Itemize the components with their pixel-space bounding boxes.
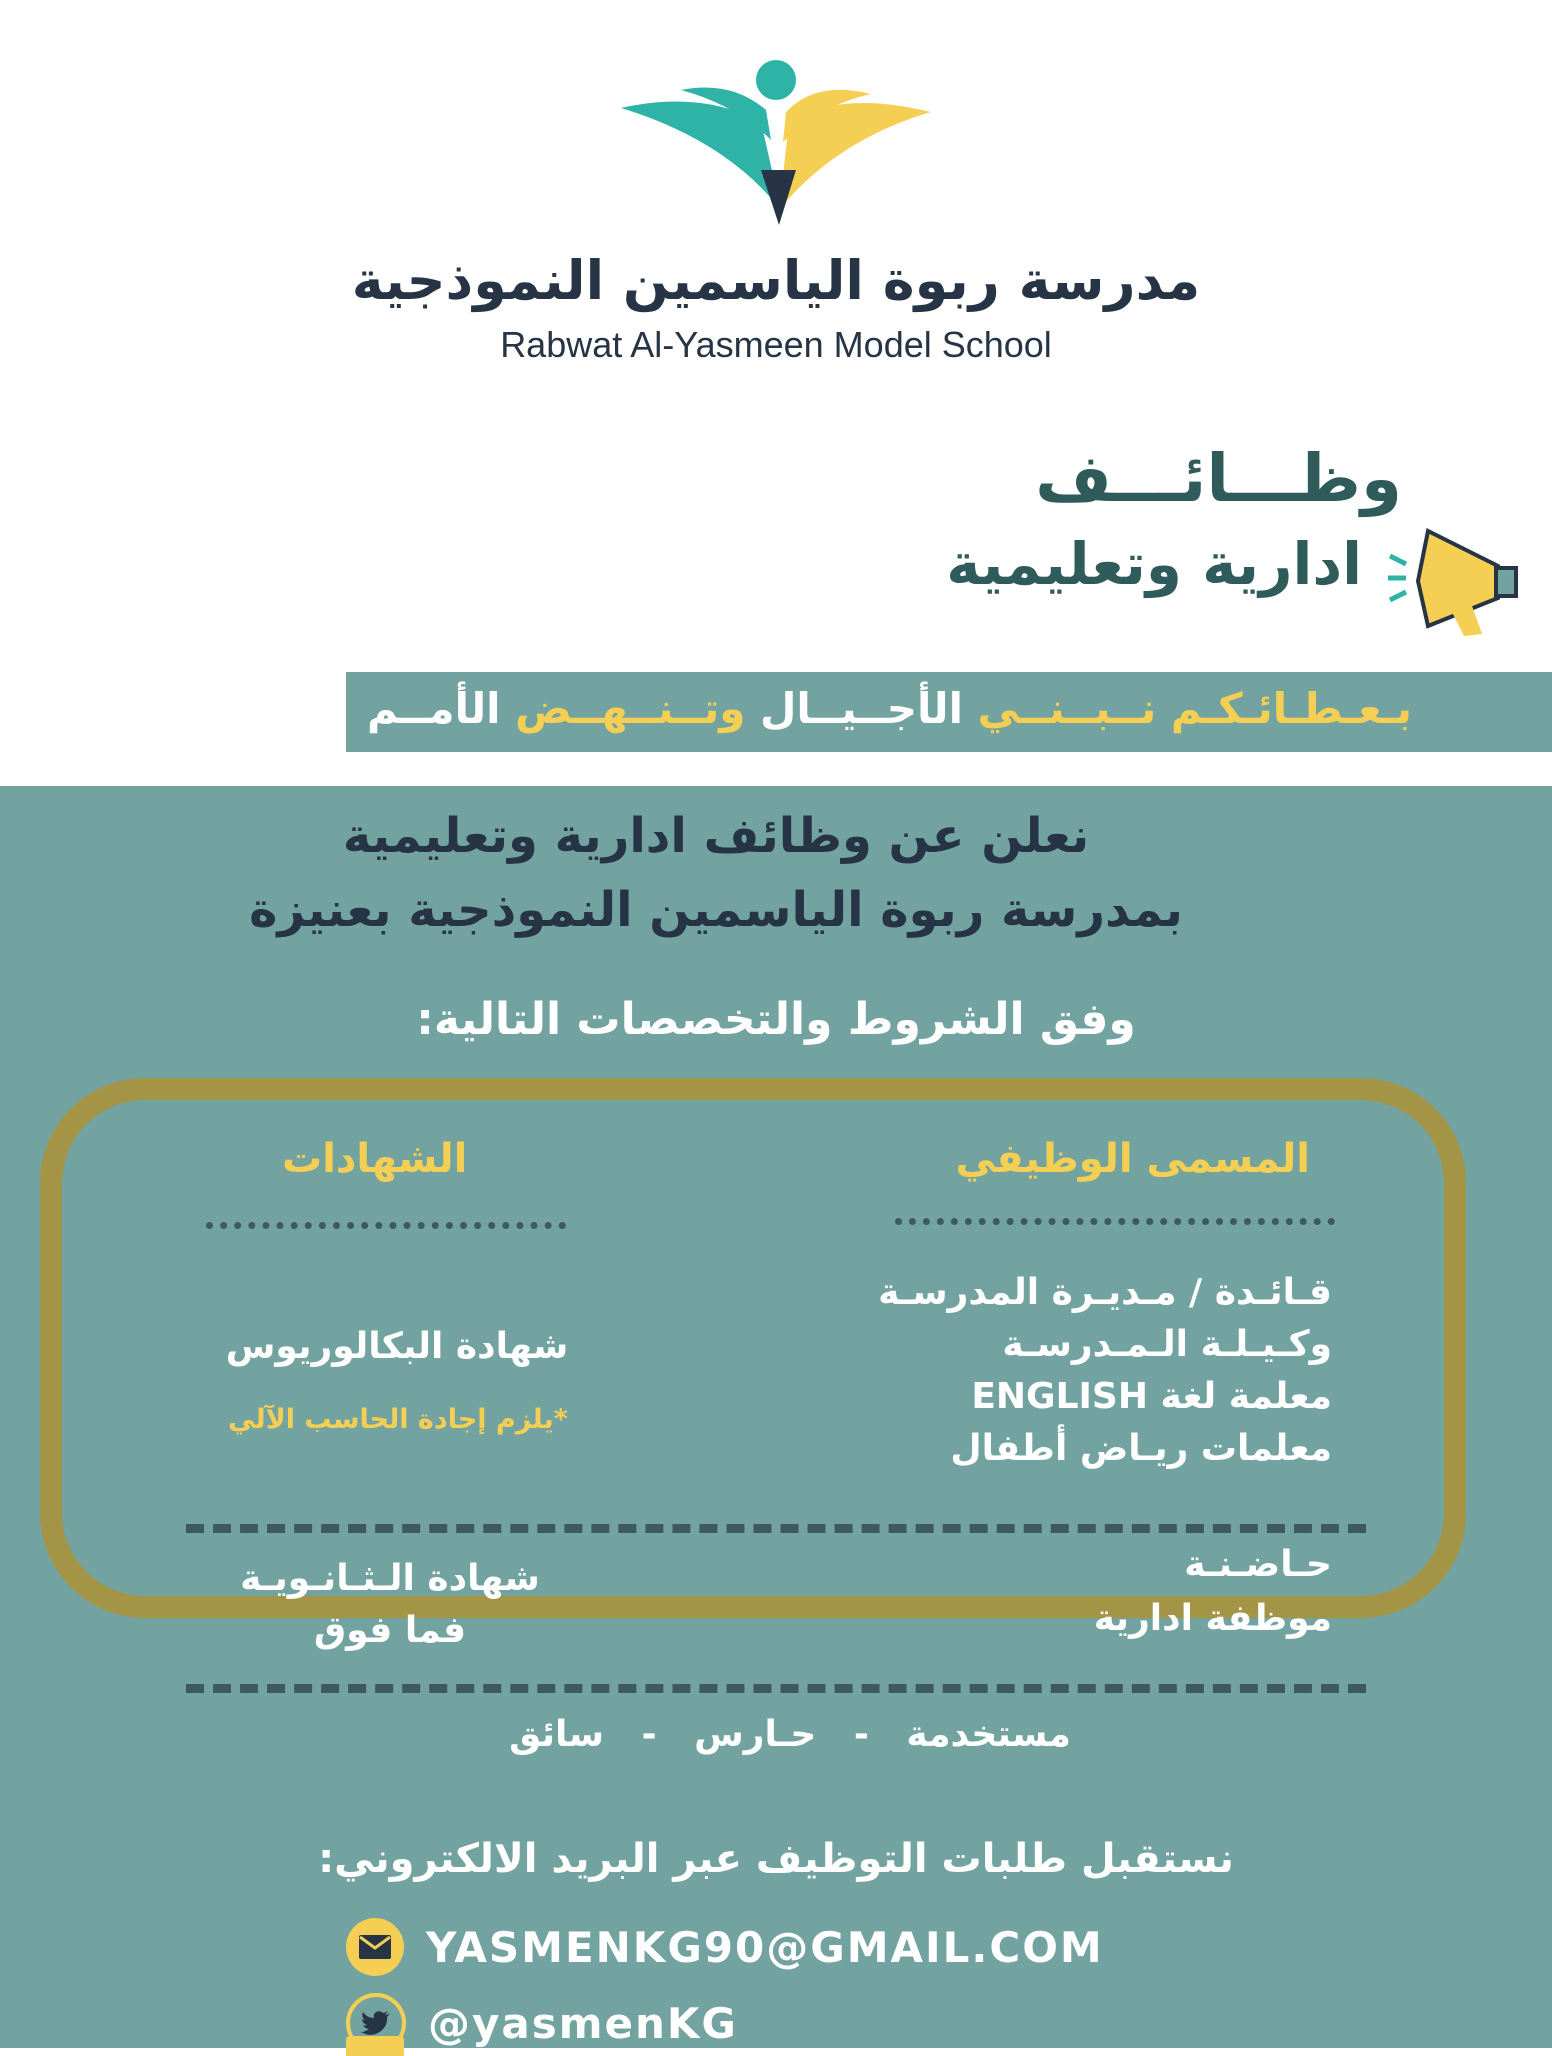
dashed-divider-2 <box>186 1684 1366 1693</box>
slogan-word-3: الأجــيــال <box>759 684 963 733</box>
application-intro: نستقبل طلبات التوظيف عبر البريد الالكتروني: <box>318 1836 1234 1882</box>
school-name-arabic: مدرسة ربوة الياسمين النموذجية <box>351 249 1201 312</box>
conditions-heading: وفق الشروط والتخصصات التالية: <box>416 994 1136 1045</box>
job-item: حـاضـنـة <box>1184 1544 1332 1585</box>
main-panel <box>0 786 1552 2048</box>
slogan-word-2: نــبــنــي <box>977 684 1157 733</box>
cert-secondary-above: فما فوق <box>313 1610 467 1651</box>
computer-skill-note: *يلزم إجادة الحاسب الآلي <box>228 1404 568 1435</box>
email-contact[interactable] <box>346 1916 1104 1978</box>
job-item: معلمات ريـاض أطفال <box>950 1428 1332 1469</box>
job-item: قـائـدة / مـديـرة المدرسـة <box>878 1272 1332 1313</box>
column-header-job-title: المسمى الوظيفي <box>955 1136 1310 1182</box>
service-jobs: مستخدمة - حـارس - سائق <box>509 1714 1071 1755</box>
slogan-band <box>346 672 1552 752</box>
slogan-text <box>367 684 1412 733</box>
twitter-handle[interactable]: @yasmenKG <box>428 1998 738 2048</box>
job-item: معلمة لغة ENGLISH <box>971 1376 1332 1417</box>
school-logo <box>0 50 1552 370</box>
announcement-line-1: نعلن عن وظائف ادارية وتعليمية <box>342 808 1090 864</box>
megaphone-icon <box>1388 526 1522 636</box>
job-item: موظفة ادارية <box>1093 1598 1332 1639</box>
cert-bachelor: شهادة البكالوريوس <box>225 1326 569 1367</box>
slogan-word-4: وتــنــهــض <box>515 684 746 733</box>
dotted-divider-cert <box>206 1222 566 1229</box>
school-name-english: Rabwat Al-Yasmeen Model School <box>500 324 1052 365</box>
slogan-word-1: بـعـطـائـكـم <box>1170 684 1412 733</box>
jobs-subheading: ادارية وتعليمية <box>946 530 1362 598</box>
twitter-contact[interactable] <box>346 1992 738 2054</box>
cert-secondary: شهادة الـثـانـويـة <box>240 1558 540 1599</box>
dashed-divider-1 <box>186 1524 1366 1533</box>
announcement-line-2: بمدرسة ربوة الياسمين النموذجية بعنيزة <box>249 882 1183 938</box>
dotted-divider-title <box>895 1218 1335 1225</box>
job-item: وكـيـلـة الـمـدرسـة <box>1002 1324 1332 1365</box>
slogan-word-5: الأمــم <box>366 684 501 733</box>
email-address[interactable]: YASMENKG90@GMAIL.COM <box>426 1922 1104 1972</box>
partial-contact-icon <box>346 2036 404 2056</box>
logo-mark-icon <box>621 50 931 240</box>
jobs-heading: وظـــائـــف <box>1035 440 1402 517</box>
email-icon <box>346 1918 404 1976</box>
column-header-certificates: الشهادات <box>282 1136 468 1182</box>
